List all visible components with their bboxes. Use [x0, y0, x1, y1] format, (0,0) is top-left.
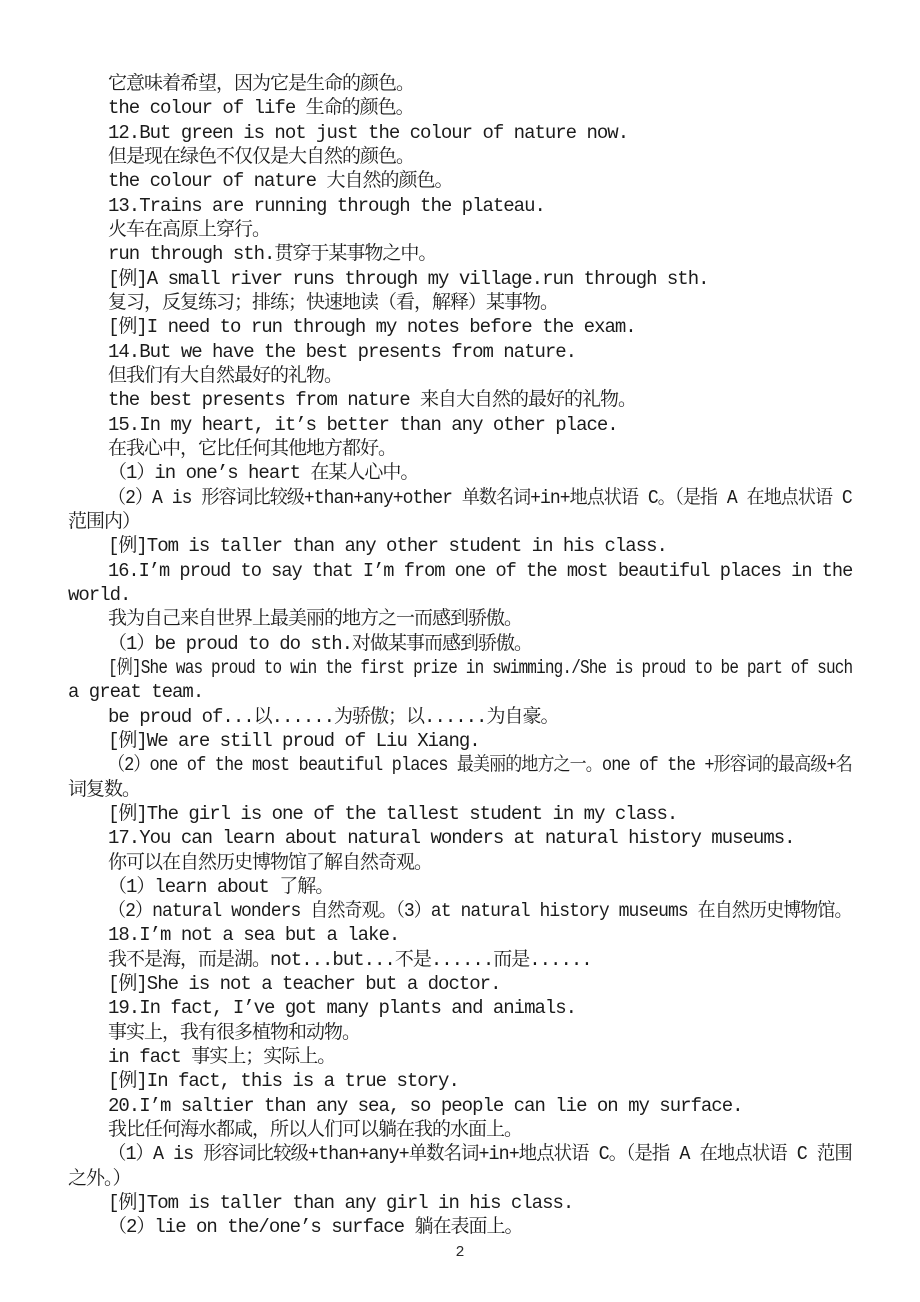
text-line-content: （1）in one’s heart 在某人心中。 [108, 462, 419, 485]
text-line-content: [例]Tom is taller than any girl in his class. [108, 1192, 574, 1215]
text-line-content: [例]Tom is taller than any other student in his class. [108, 535, 667, 558]
text-line-content: run through sth.贯穿于某事物之中。 [108, 243, 437, 266]
text-line-content: [例]We are still proud of Liu Xiang. [108, 729, 480, 752]
text-line-content: （2）lie on the/one’s surface 躺在表面上。 [108, 1216, 523, 1239]
text-line-content: [例]The girl is one of the tallest student in my class. [108, 802, 678, 825]
text-line-content: in fact 事实上；实际上。 [108, 1046, 336, 1069]
text-line [68, 705, 852, 729]
text-line [68, 1021, 852, 1045]
text-line-content: 在我心中，它比任何其他地方都好。 [108, 437, 397, 460]
text-line-content: 但我们有大自然最好的礼物。 [108, 364, 343, 387]
document-body [68, 72, 852, 1240]
text-line [68, 510, 852, 534]
text-line [68, 315, 852, 339]
text-line-content: 15.In my heart, it’s better than any other place. [108, 413, 618, 436]
text-line-content: 复习，反复练习；排练；快速地读（看，解释）某事物。 [108, 291, 559, 314]
text-line-content: [例]She was proud to win the first prize in swimming./She is proud to be part of such [108, 656, 853, 679]
text-line-content: （2）one of the most beautiful places 最美丽的地方之一。one of the +形容词的最高级+名 [108, 754, 852, 777]
text-line [68, 1142, 852, 1166]
text-line [68, 121, 852, 145]
text-line [68, 1167, 852, 1191]
text-line-content: 20.I’m saltier than any sea, so people can lie on my surface. [108, 1094, 743, 1117]
text-line [68, 875, 852, 899]
text-line [68, 559, 852, 583]
text-line [68, 1045, 852, 1069]
text-line-content: the colour of nature 大自然的颜色。 [108, 170, 453, 193]
text-line-content: 17.You can learn about natural wonders at natural history museums. [108, 827, 795, 850]
text-line [68, 1118, 852, 1142]
text-line [68, 242, 852, 266]
text-line [68, 340, 852, 364]
text-line [68, 948, 852, 972]
text-line [68, 632, 852, 656]
text-line-content: （2）A is 形容词比较级+than+any+other 单数名词+in+地点状语 C。（是指 A 在地点状语 C [108, 486, 852, 509]
text-line [68, 802, 852, 826]
text-line-content: （1）A is 形容词比较级+than+any+单数名词+in+地点状语 C。（是指 A 在地点状语 C 范围 [108, 1143, 852, 1166]
text-line-content: 它意味着希望，因为它是生命的颜色。 [108, 73, 415, 95]
text-line-content: （1）be proud to do sth.对做某事而感到骄傲。 [108, 632, 533, 655]
text-line-content: 事实上，我有很多植物和动物。 [108, 1021, 361, 1044]
text-line [68, 413, 852, 437]
text-line [68, 291, 852, 315]
text-line [68, 267, 852, 291]
text-line [68, 169, 852, 193]
text-line [68, 218, 852, 242]
text-line [68, 778, 852, 802]
text-line [68, 583, 852, 607]
text-line-content: be proud of...以......为骄傲；以......为自豪。 [108, 705, 559, 728]
text-line-content: the best presents from nature 来自大自然的最好的礼物。 [108, 389, 637, 412]
text-line-content: 我为自己来自世界上最美丽的地方之一而感到骄傲。 [108, 608, 523, 631]
text-line-content: 12.But green is not just the colour of nature now. [108, 121, 629, 144]
text-line-content: 14.But we have the best presents from nature. [108, 340, 577, 363]
text-line-content: 19.In fact, I’ve got many plants and animals. [108, 997, 577, 1020]
text-line-content: 但是现在绿色不仅仅是大自然的颜色。 [108, 145, 415, 168]
text-line-content: 13.Trains are running through the plateau. [108, 194, 545, 217]
text-line-content: 火车在高原上穿行。 [108, 218, 271, 241]
text-line [68, 729, 852, 753]
text-line [68, 826, 852, 850]
text-line [68, 753, 852, 777]
text-line-content: 我比任何海水都咸，所以人们可以躺在我的水面上。 [108, 1119, 523, 1142]
text-line-content: 词复数。 [68, 778, 141, 801]
text-line-content: （1）learn about 了解。 [108, 875, 334, 898]
text-line-content: 18.I’m not a sea but a lake. [108, 924, 400, 947]
text-line-content: world. [68, 583, 131, 606]
text-line [68, 656, 852, 680]
text-line [68, 1191, 852, 1215]
text-line [68, 1069, 852, 1093]
text-line-content: 你可以在自然历史博物馆了解自然奇观。 [108, 851, 433, 874]
text-line-content: 16.I’m proud to say that I’m from one of the most beautiful places in the [108, 559, 853, 582]
page-number: 2 [455, 1244, 465, 1261]
text-line [68, 364, 852, 388]
text-line-content: 我不是海，而是湖。not...but...不是......而是...... [108, 948, 592, 971]
text-line [68, 851, 852, 875]
text-line-content: [例]In fact, this is a true story. [108, 1070, 459, 1093]
text-line-content: [例]She is not a teacher but a doctor. [108, 973, 501, 996]
text-line [68, 1094, 852, 1118]
text-line [68, 996, 852, 1020]
text-line [68, 72, 852, 96]
text-line [68, 923, 852, 947]
text-line [68, 607, 852, 631]
text-line [68, 388, 852, 412]
text-line-content: the colour of life 生命的颜色。 [108, 97, 414, 120]
text-line [68, 194, 852, 218]
text-line [68, 1215, 852, 1239]
text-line-content: [例]I need to run through my notes before the exam. [108, 316, 636, 339]
text-line [68, 680, 852, 704]
text-line [68, 899, 852, 923]
text-line [68, 534, 852, 558]
text-line [68, 96, 852, 120]
text-line [68, 461, 852, 485]
text-line-content: （2）natural wonders 自然奇观。（3）at natural history museums 在自然历史博物馆。 [108, 900, 852, 923]
text-line-content: a great team. [68, 681, 204, 704]
text-line [68, 437, 852, 461]
text-line-content: [例]A small river runs through my village.run through sth. [108, 267, 709, 290]
text-line [68, 972, 852, 996]
text-line-content: 范围内） [68, 510, 141, 533]
text-line [68, 145, 852, 169]
text-line-content: 之外。） [68, 1167, 131, 1190]
text-line [68, 486, 852, 510]
